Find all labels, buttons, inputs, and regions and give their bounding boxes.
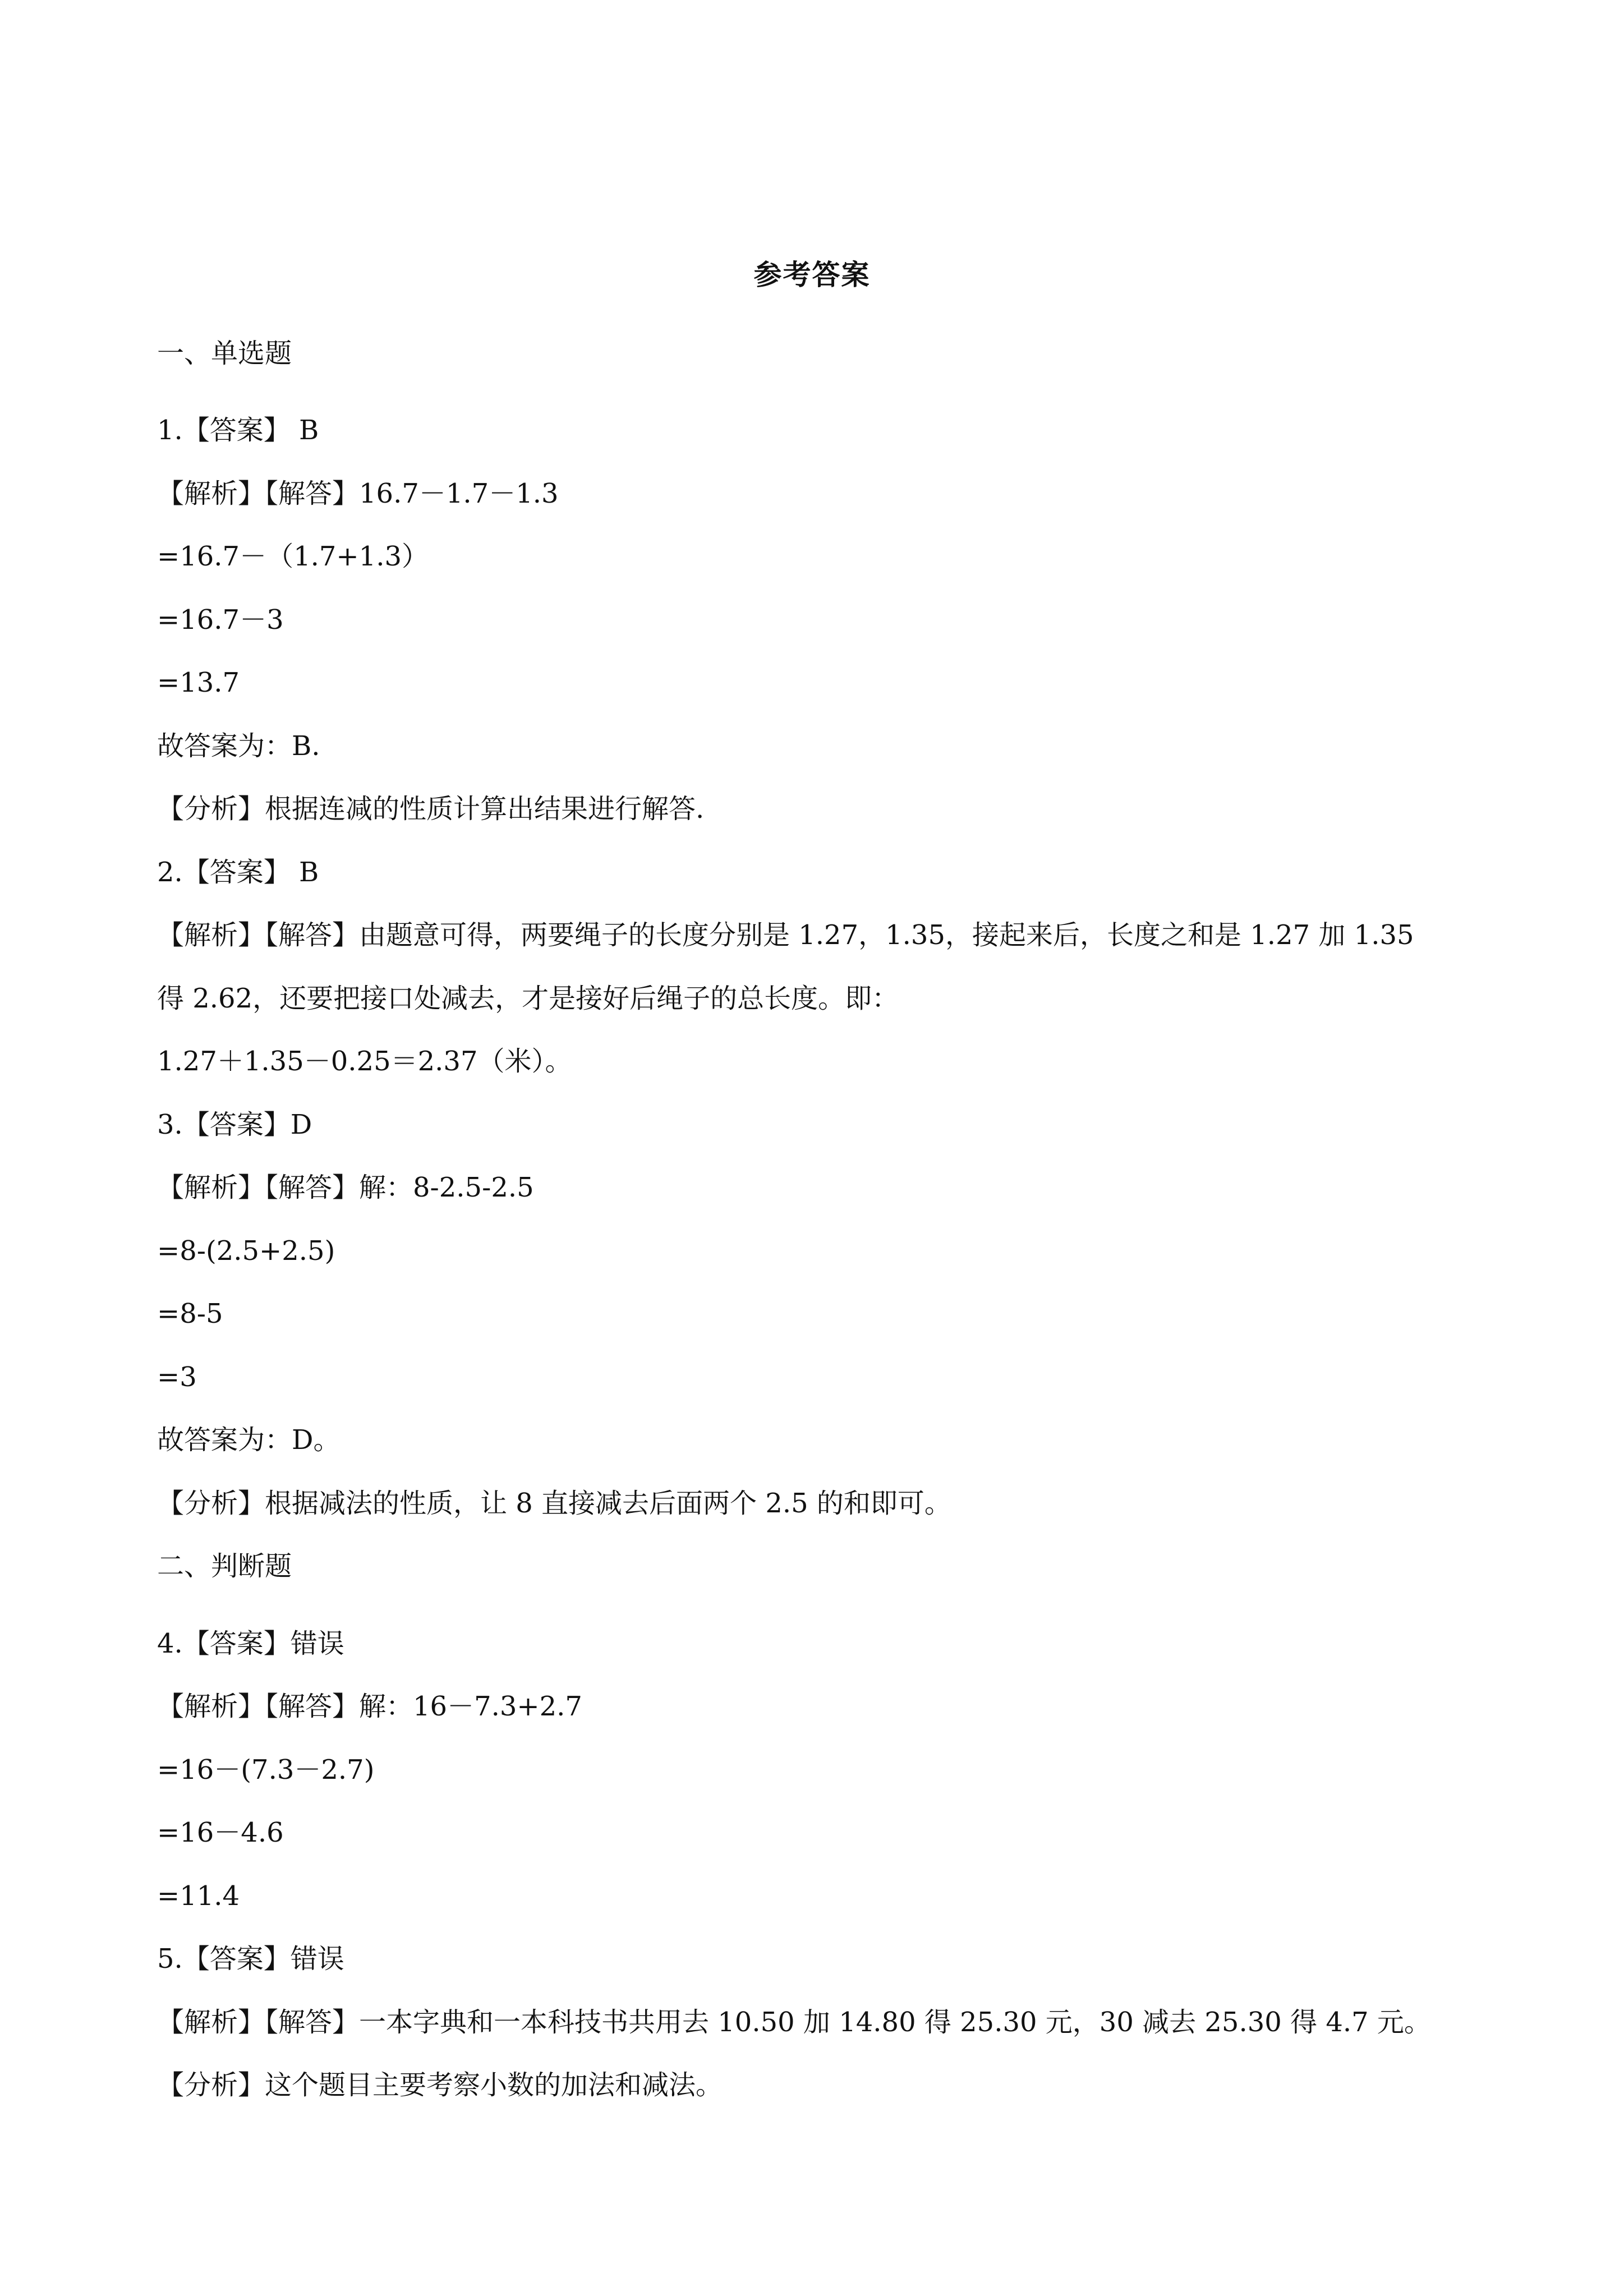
analysis-line-q2: 【解析】【解答】由题意可得，两要绳子的长度分别是 1.27，1.35，接起来后，长度之和是 1.27 加 1.35 [157, 919, 1414, 951]
analysis-line-q5: 【解析】【解答】一本字典和一本科技书共用去 10.50 加 14.80 得 25.30 元，30 减去 25.30 得 4.7 元。 [157, 2007, 1431, 2038]
answer-line-q2: 2.【答案】 B [157, 857, 319, 888]
note-line-q1: 【分析】根据连减的性质计算出结果进行解答. [157, 793, 705, 825]
note-line-q5: 【分析】这个题目主要考察小数的加法和减法。 [157, 2069, 723, 2101]
calc-step-q3-2: =8-5 [157, 1298, 223, 1329]
calc-step-q1-2: =16.7－3 [157, 604, 284, 636]
calc-step-q3-1: =8-(2.5+2.5) [157, 1235, 335, 1267]
calc-step-q3-3: =3 [157, 1361, 197, 1393]
calc-step-q4-1: =16－(7.3－2.7) [157, 1754, 375, 1786]
page-title: 参考答案 [753, 258, 871, 291]
section-heading-true-false: 二、判断题 [157, 1550, 292, 1582]
section-heading-single-choice: 一、单选题 [157, 338, 292, 369]
analysis-line-q1: 【解析】【解答】16.7－1.7－1.3 [157, 478, 559, 509]
calc-step-q1-3: =13.7 [157, 667, 240, 698]
answer-line-q4: 4.【答案】错误 [157, 1628, 344, 1659]
analysis-line-q3: 【解析】【解答】解：8-2.5-2.5 [157, 1172, 534, 1203]
calc-step-q4-3: =11.4 [157, 1880, 240, 1912]
calc-step-q1-1: =16.7－（1.7+1.3） [157, 541, 429, 572]
analysis-line-q4: 【解析】【解答】解：16－7.3+2.7 [157, 1691, 582, 1722]
note-line-q3: 【分析】根据减法的性质，让 8 直接减去后面两个 2.5 的和即可。 [157, 1488, 951, 1519]
answer-line-q5: 5.【答案】错误 [157, 1943, 344, 1975]
analysis-line-q2-cont: 得 2.62，还要把接口处减去，才是接好后绳子的总长度。即： [157, 983, 899, 1014]
calc-step-q4-2: =16－4.6 [157, 1817, 284, 1848]
answer-line-q1: 1.【答案】 B [157, 415, 319, 446]
answer-line-q3: 3.【答案】D [157, 1109, 312, 1140]
conclusion-line-q3: 故答案为：D。 [157, 1424, 341, 1456]
calc-line-q2: 1.27＋1.35－0.25＝2.37（米）。 [157, 1046, 572, 1077]
conclusion-line-q1: 故答案为：B. [157, 730, 320, 762]
